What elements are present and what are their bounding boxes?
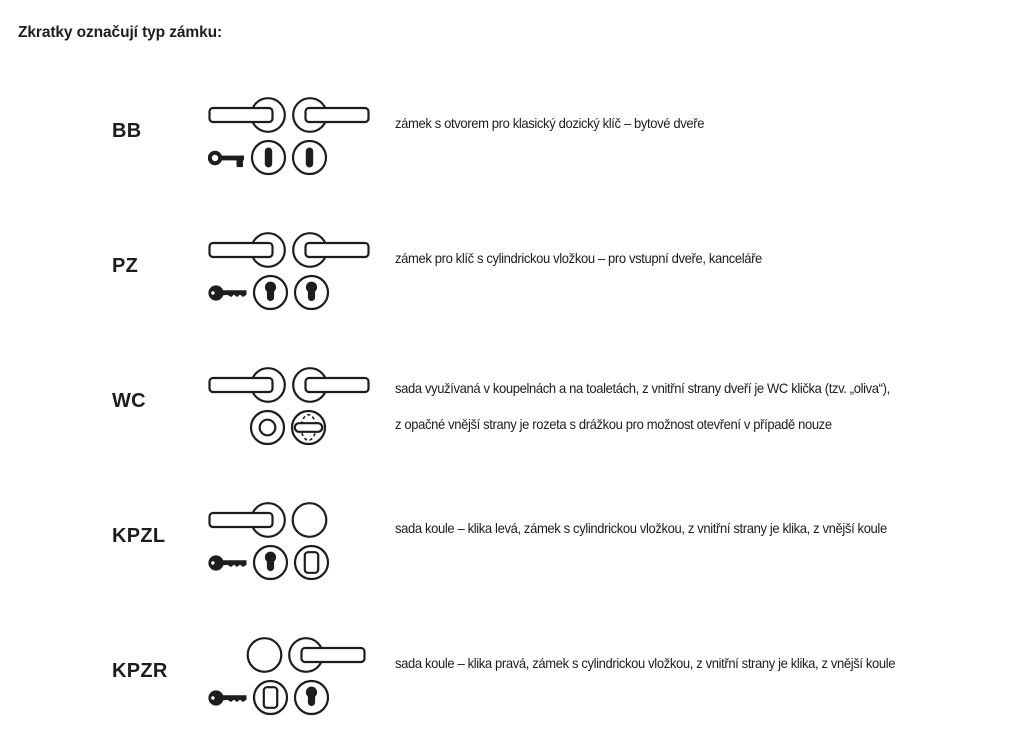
description-line-1: sada koule – klika pravá, zámek s cylindrickou vložkou, z vnitřní strany je klika, z vnější koule	[395, 655, 896, 671]
knob-circle-icon	[291, 502, 328, 542]
bb-keyhole-rosette-icon	[291, 139, 328, 176]
description-line-1: zámek pro klíč s cylindrickou vložkou – pro vstupní dveře, kanceláře	[395, 250, 762, 266]
description-line-1: sada využívaná v koupelnách a na toaletách, z vnitřní strany dveří je WC klička (tzv. „oliva“),	[395, 380, 890, 396]
lever-handle-right-icon	[291, 232, 370, 272]
lock-hardware-illustration	[208, 637, 378, 715]
pz-keyhole-rosette-icon	[252, 274, 289, 311]
cylinder-key-icon	[208, 550, 248, 576]
lever-handle-right-icon	[291, 97, 370, 137]
lock-description	[395, 367, 927, 445]
lock-code-label: KPZL	[112, 525, 166, 547]
wc-oliva-rosette-icon	[290, 409, 327, 446]
key-and-rosettes-illustration	[208, 544, 378, 581]
knob-circle-icon	[246, 637, 283, 677]
handles-illustration	[208, 232, 378, 272]
groove-rosette-icon	[249, 409, 286, 446]
blind-rosette-icon	[293, 544, 330, 581]
pz-keyhole-rosette-icon	[252, 544, 289, 581]
pz-keyhole-rosette-icon	[293, 274, 330, 311]
lock-code-label: PZ	[112, 255, 139, 277]
handles-illustration	[208, 97, 378, 137]
lock-type-row	[0, 637, 1011, 715]
lock-code-label: WC	[112, 390, 146, 412]
handles-illustration	[208, 502, 378, 542]
handles-illustration	[208, 637, 378, 677]
classic-bit-key-icon	[208, 145, 246, 171]
blind-rosette-icon	[252, 679, 289, 716]
description-line-1: zámek s otvorem pro klasický dozický klíč – bytové dveře	[395, 115, 705, 131]
lock-type-row	[0, 232, 1011, 310]
page-title: Zkratky označují typ zámku:	[18, 24, 223, 41]
lever-handle-left-icon	[208, 97, 287, 137]
key-and-rosettes-illustration	[208, 139, 378, 176]
description-line-2: z opačné vnější strany je rozeta s drážkou pro možnost otevření v případě nouze	[395, 416, 832, 432]
lever-handle-right-icon	[287, 637, 366, 677]
cylinder-key-icon	[208, 280, 248, 306]
key-and-rosettes-illustration	[208, 409, 378, 446]
lock-code-label: BB	[112, 120, 142, 142]
lock-type-row	[0, 502, 1011, 580]
lock-description	[395, 219, 790, 297]
pz-keyhole-rosette-icon	[293, 679, 330, 716]
bb-keyhole-rosette-icon	[250, 139, 287, 176]
lock-code-label: KPZR	[112, 660, 168, 682]
lock-hardware-illustration	[208, 367, 378, 445]
description-line-1: sada koule – klika levá, zámek s cylindrickou vložkou, z vnitřní strany je klika, z vnější koule	[395, 520, 887, 536]
lever-handle-left-icon	[208, 232, 287, 272]
handles-illustration	[208, 367, 378, 407]
lock-type-row	[0, 367, 1011, 445]
lock-description	[395, 624, 933, 702]
lock-hardware-illustration	[208, 97, 378, 175]
lever-handle-right-icon	[291, 367, 370, 407]
lever-handle-left-icon	[208, 367, 287, 407]
cylinder-key-icon	[208, 685, 248, 711]
key-and-rosettes-illustration	[208, 679, 378, 716]
key-and-rosettes-illustration	[208, 274, 378, 311]
lock-description	[395, 489, 924, 567]
lock-type-row	[0, 97, 1011, 175]
lock-hardware-illustration	[208, 502, 378, 580]
lock-description	[395, 84, 727, 162]
lever-handle-left-icon	[208, 502, 287, 542]
lock-hardware-illustration	[208, 232, 378, 310]
